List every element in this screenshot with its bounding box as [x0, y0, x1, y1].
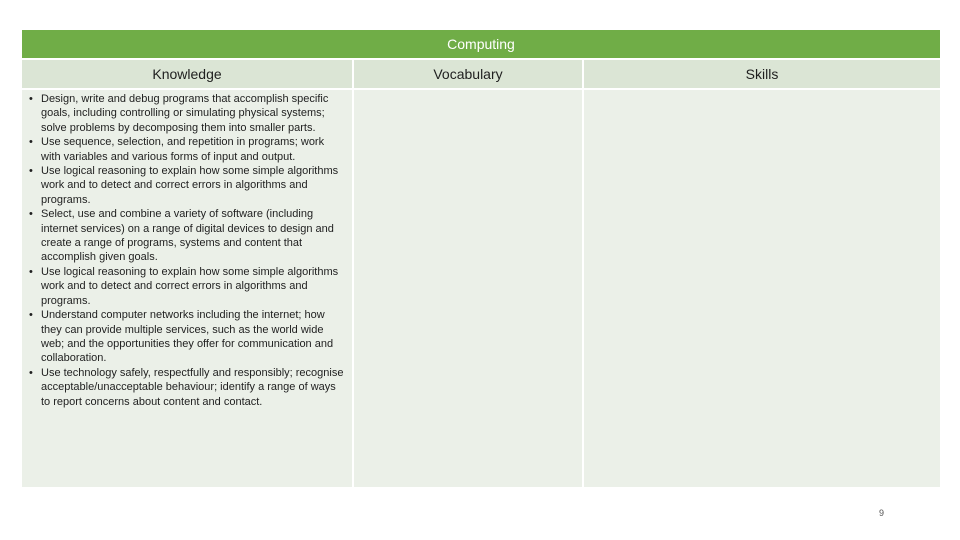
bullet: •: [29, 93, 33, 105]
list-item: [26, 135, 346, 164]
bullet: •: [29, 265, 33, 278]
bullet: •: [29, 208, 33, 221]
vocabulary-cell: [354, 90, 582, 487]
computing-curriculum-table: [22, 30, 940, 487]
list-item-text: Select, use and combine a variety of software (including internet services) on a range of digital devices to design and create a range of programs, systems and content that accomplish given goals.: [41, 208, 334, 264]
page-number: 9: [879, 508, 885, 518]
list-item-text: Use sequence, selection, and repetition in programs; work with variables and various forms of input and output.: [41, 136, 325, 163]
list-item: [26, 92, 346, 135]
list-item: [26, 366, 346, 409]
bullet: •: [29, 136, 33, 149]
bullet: •: [29, 165, 33, 178]
table-body-row: [22, 90, 940, 487]
list-item-text: Use technology safely, respectfully and responsibly; recognise acceptable/unacceptable behaviour; identify a range of ways to report concerns about content and contact.: [41, 366, 344, 408]
list-item: [26, 308, 346, 366]
list-item: [26, 164, 346, 207]
list-item-text: Use logical reasoning to explain how some simple algorithms work and to detect and correct errors in algorithms and programs.: [41, 165, 339, 206]
bullet: •: [29, 309, 33, 322]
list-item-text: Design, write and debug programs that accomplish specific goals, including controlling or simulating physical systems; solve problems by decomposing them into smaller parts.: [41, 93, 329, 134]
list-item-text: Understand computer networks including the internet; how they can provide multiple services, such as the world wide web; and the opportunities they offer for communication and collaboration.: [41, 309, 334, 365]
header-knowledge: Knowledge: [22, 60, 352, 88]
knowledge-list: [22, 90, 352, 409]
list-item-text: Use logical reasoning to explain how some simple algorithms work and to detect and correct errors in algorithms and programs.: [41, 265, 339, 307]
table-title-row: [22, 30, 940, 58]
header-skills: Skills: [584, 60, 940, 88]
table-header-row: [22, 60, 940, 88]
skills-cell: [584, 90, 940, 487]
bullet: •: [29, 366, 33, 379]
table-title: Computing: [447, 36, 515, 52]
header-vocabulary: Vocabulary: [354, 60, 582, 88]
knowledge-cell: [22, 90, 352, 487]
list-item: [26, 265, 346, 308]
list-item: [26, 207, 346, 265]
